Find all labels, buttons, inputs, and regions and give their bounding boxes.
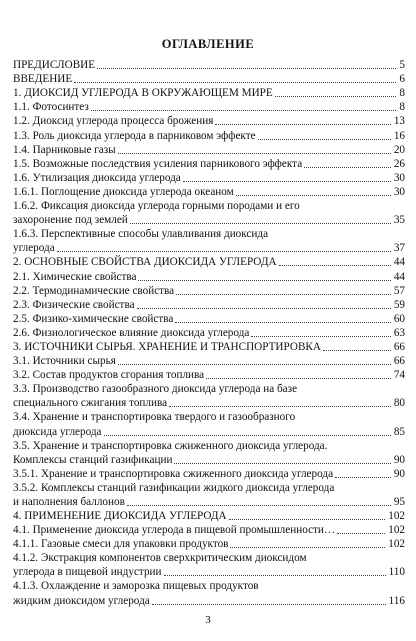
dot-leader xyxy=(175,321,390,323)
dot-leader xyxy=(183,180,391,182)
toc-entry-title: 3.1. Источники сырья xyxy=(13,355,116,368)
toc-entry-page: 44 xyxy=(393,270,405,283)
toc-entry-title: 3.5. Хранение и транспортировка сжиженного диоксида углерода. xyxy=(13,439,328,452)
toc-entry-page: 102 xyxy=(388,524,405,537)
toc-entry-page: 102 xyxy=(388,510,405,523)
dot-leader xyxy=(130,222,391,224)
toc-entry-title: 3.4. Хранение и транспортировка твердого и газообразного xyxy=(13,411,296,424)
toc-entry-page: 5 xyxy=(399,59,405,72)
toc-entry xyxy=(13,298,405,312)
toc-entry-title: 1.6.1. Поглощение диоксида углерода океаном xyxy=(13,185,234,198)
toc-entry xyxy=(13,100,405,114)
toc-entry-page: 35 xyxy=(393,214,405,227)
toc-entry-title-continued: диоксида углерода xyxy=(13,425,102,438)
toc-entry-title: 3. ИСТОЧНИКИ СЫРЬЯ. ХРАНЕНИЕ И ТРАНСПОРТИРОВКА xyxy=(13,340,321,353)
toc-entry xyxy=(13,58,405,72)
toc-entry xyxy=(13,326,405,340)
toc-entry-title: 4.1. Применение диоксида углерода в пищевой промышленности… xyxy=(13,524,336,537)
dot-leader xyxy=(169,405,391,407)
toc-entry-title: 1.4. Парниковые газы xyxy=(13,143,116,156)
toc-entry-title: 3.5.1. Хранение и транспортировка сжиженного диоксида углерода xyxy=(13,467,334,480)
toc-entry-page: 30 xyxy=(393,171,405,184)
dot-leader xyxy=(118,363,391,365)
toc-entry-title: 1.1. Фотосинтез xyxy=(13,101,89,114)
toc-entry-page: 80 xyxy=(393,397,405,410)
dot-leader xyxy=(229,518,386,520)
toc-entry-page: 85 xyxy=(393,425,405,438)
toc-entry-page: 90 xyxy=(393,467,405,480)
toc-entry xyxy=(13,171,405,185)
page-title: ОГЛАВЛЕНИЕ xyxy=(161,37,255,51)
dot-leader xyxy=(206,377,391,379)
page-number: 3 xyxy=(205,614,211,626)
dot-leader xyxy=(258,138,391,140)
toc-entry xyxy=(13,199,405,227)
toc-entry-title: 1.5. Возможные последствия усиления парникового эффекта xyxy=(13,157,303,170)
toc-entry-title: 1. ДИОКСИД УГЛЕРОДА В ОКРУЖАЮЩЕМ МИРЕ xyxy=(13,87,273,100)
toc-entry-page: 63 xyxy=(393,326,405,339)
toc-entry-page: 8 xyxy=(399,87,405,100)
toc-entry xyxy=(13,72,405,86)
toc-entry-title-continued: жидким диоксидом углерода xyxy=(13,594,150,607)
toc-entry xyxy=(13,143,405,157)
toc-entry-title: 3.2. Состав продуктов сгорания топлива xyxy=(13,369,205,382)
toc-entry xyxy=(13,128,405,142)
dot-leader xyxy=(304,166,391,168)
toc-entry-page: 102 xyxy=(388,538,405,551)
toc-entry xyxy=(13,368,405,382)
toc-entry-title: 4.1.2. Экстракция компонентов сверхкритическим диоксидом xyxy=(13,552,307,565)
toc-entry-title: 1.6.2. Фиксация диоксида углерода горными породами и его xyxy=(13,199,300,212)
toc-entry-title: 2.3. Физические свойства xyxy=(13,298,135,311)
toc-entry-title: 4.1.1. Газовые смеси для упаковки продуктов xyxy=(13,538,229,551)
dot-leader xyxy=(323,349,391,351)
toc-entry-page: 60 xyxy=(393,312,405,325)
toc-entry xyxy=(13,481,405,509)
dot-leader xyxy=(57,250,391,252)
toc-entry-title: 2.1. Химические свойства xyxy=(13,270,137,283)
dot-leader xyxy=(138,279,390,281)
toc-entry-page: 8 xyxy=(399,101,405,114)
toc-entry-title: 2.6. Физиологическое влияние диоксида углерода xyxy=(13,326,250,339)
toc-entry xyxy=(13,185,405,199)
dot-leader xyxy=(152,603,386,605)
dot-leader xyxy=(251,335,391,337)
toc-entry-page: 16 xyxy=(393,129,405,142)
toc-entry xyxy=(13,551,405,579)
toc-entry-title: ПРЕДИСЛОВИЕ xyxy=(13,59,96,72)
toc-entry-title: 2.2. Термодинамические свойства xyxy=(13,284,175,297)
toc-entry xyxy=(13,467,405,481)
dot-leader xyxy=(279,264,391,266)
toc-entry-page: 30 xyxy=(393,185,405,198)
dot-leader xyxy=(275,95,397,97)
toc-entry-title-continued: Комплексы станций газификации xyxy=(13,453,173,466)
toc-entry xyxy=(13,382,405,410)
dot-leader xyxy=(215,123,390,125)
toc-entry-title: 4.1.3. Охлаждение и заморозка пищевых продуктов xyxy=(13,580,259,593)
toc-entry-title-continued: специального сжигания топлива xyxy=(13,397,168,410)
toc-entry-page: 95 xyxy=(393,496,405,508)
toc-entry xyxy=(13,523,405,537)
toc-entry-title: 1.6. Утилизация диоксида углерода xyxy=(13,171,181,184)
toc-entry-page: 26 xyxy=(393,157,405,170)
toc-entry-title: 3.3. Производство газообразного диоксида углерода на базе xyxy=(13,383,298,396)
dot-leader xyxy=(164,574,386,576)
toc-entry-page: 66 xyxy=(393,355,405,368)
toc-entry-page: 116 xyxy=(388,594,405,607)
toc-entry-title: 1.2. Диоксид углерода процесса брожения xyxy=(13,115,214,128)
toc-entry xyxy=(13,312,405,326)
toc-entry-title: 3.5.2. Комплексы станций газификации жидкого диоксида углерода xyxy=(13,481,335,494)
dot-leader xyxy=(91,109,397,111)
toc-entry xyxy=(13,354,405,368)
toc-entry-title-continued: и наполнения баллонов xyxy=(13,496,125,508)
dot-leader xyxy=(335,476,391,478)
toc-entry-title: 2.5. Физико-химические свойства xyxy=(13,312,174,325)
toc-entry-title-continued: захоронение под землей xyxy=(13,214,128,227)
toc-entry xyxy=(13,114,405,128)
toc-entry xyxy=(13,509,405,523)
toc-entry xyxy=(13,157,405,171)
toc-entry xyxy=(13,579,405,607)
dot-leader xyxy=(104,434,391,436)
dot-leader xyxy=(176,293,391,295)
toc-entry-page: 6 xyxy=(399,73,405,86)
dot-leader xyxy=(74,81,396,83)
toc-entry-page: 59 xyxy=(393,298,405,311)
toc-entry-title: 1.6.3. Перспективные способы улавливания диоксида xyxy=(13,228,269,241)
toc-entry xyxy=(13,86,405,100)
toc-entry-page: 110 xyxy=(388,566,405,579)
toc-entry-title: ВВЕДЕНИЕ xyxy=(13,73,73,86)
toc-entry-page: 57 xyxy=(393,284,405,297)
table-of-contents xyxy=(13,58,405,608)
toc-entry-page: 20 xyxy=(393,143,405,156)
toc-entry xyxy=(13,255,405,269)
dot-leader xyxy=(337,532,385,534)
toc-entry-page: 44 xyxy=(393,256,405,269)
toc-entry-page: 66 xyxy=(393,340,405,353)
toc-entry-title-continued: углерода xyxy=(13,242,55,255)
toc-entry-title: 2. ОСНОВНЫЕ СВОЙСТВА ДИОКСИДА УГЛЕРОДА xyxy=(13,256,277,269)
toc-entry xyxy=(13,439,405,467)
toc-entry xyxy=(13,269,405,283)
toc-entry xyxy=(13,537,405,551)
toc-entry-page: 37 xyxy=(393,242,405,255)
toc-entry xyxy=(13,284,405,298)
toc-entry-page: 90 xyxy=(393,453,405,466)
toc-entry-page: 74 xyxy=(393,369,405,382)
dot-leader xyxy=(137,307,391,309)
toc-entry-title: 1.3. Роль диоксида углерода в парниковом эффекте xyxy=(13,129,256,142)
dot-leader xyxy=(230,546,385,548)
dot-leader xyxy=(174,462,390,464)
toc-entry-page: 13 xyxy=(393,115,405,128)
toc-entry-title: 4. ПРИМЕНЕНИЕ ДИОКСИДА УГЛЕРОДА xyxy=(13,510,227,523)
dot-leader xyxy=(127,504,391,506)
dot-leader xyxy=(118,152,391,154)
toc-entry-title-continued: углерода в пищевой индустрии xyxy=(13,566,162,579)
toc-entry xyxy=(13,410,405,438)
dot-leader xyxy=(97,67,396,69)
toc-entry xyxy=(13,340,405,354)
dot-leader xyxy=(236,194,391,196)
toc-entry xyxy=(13,227,405,255)
